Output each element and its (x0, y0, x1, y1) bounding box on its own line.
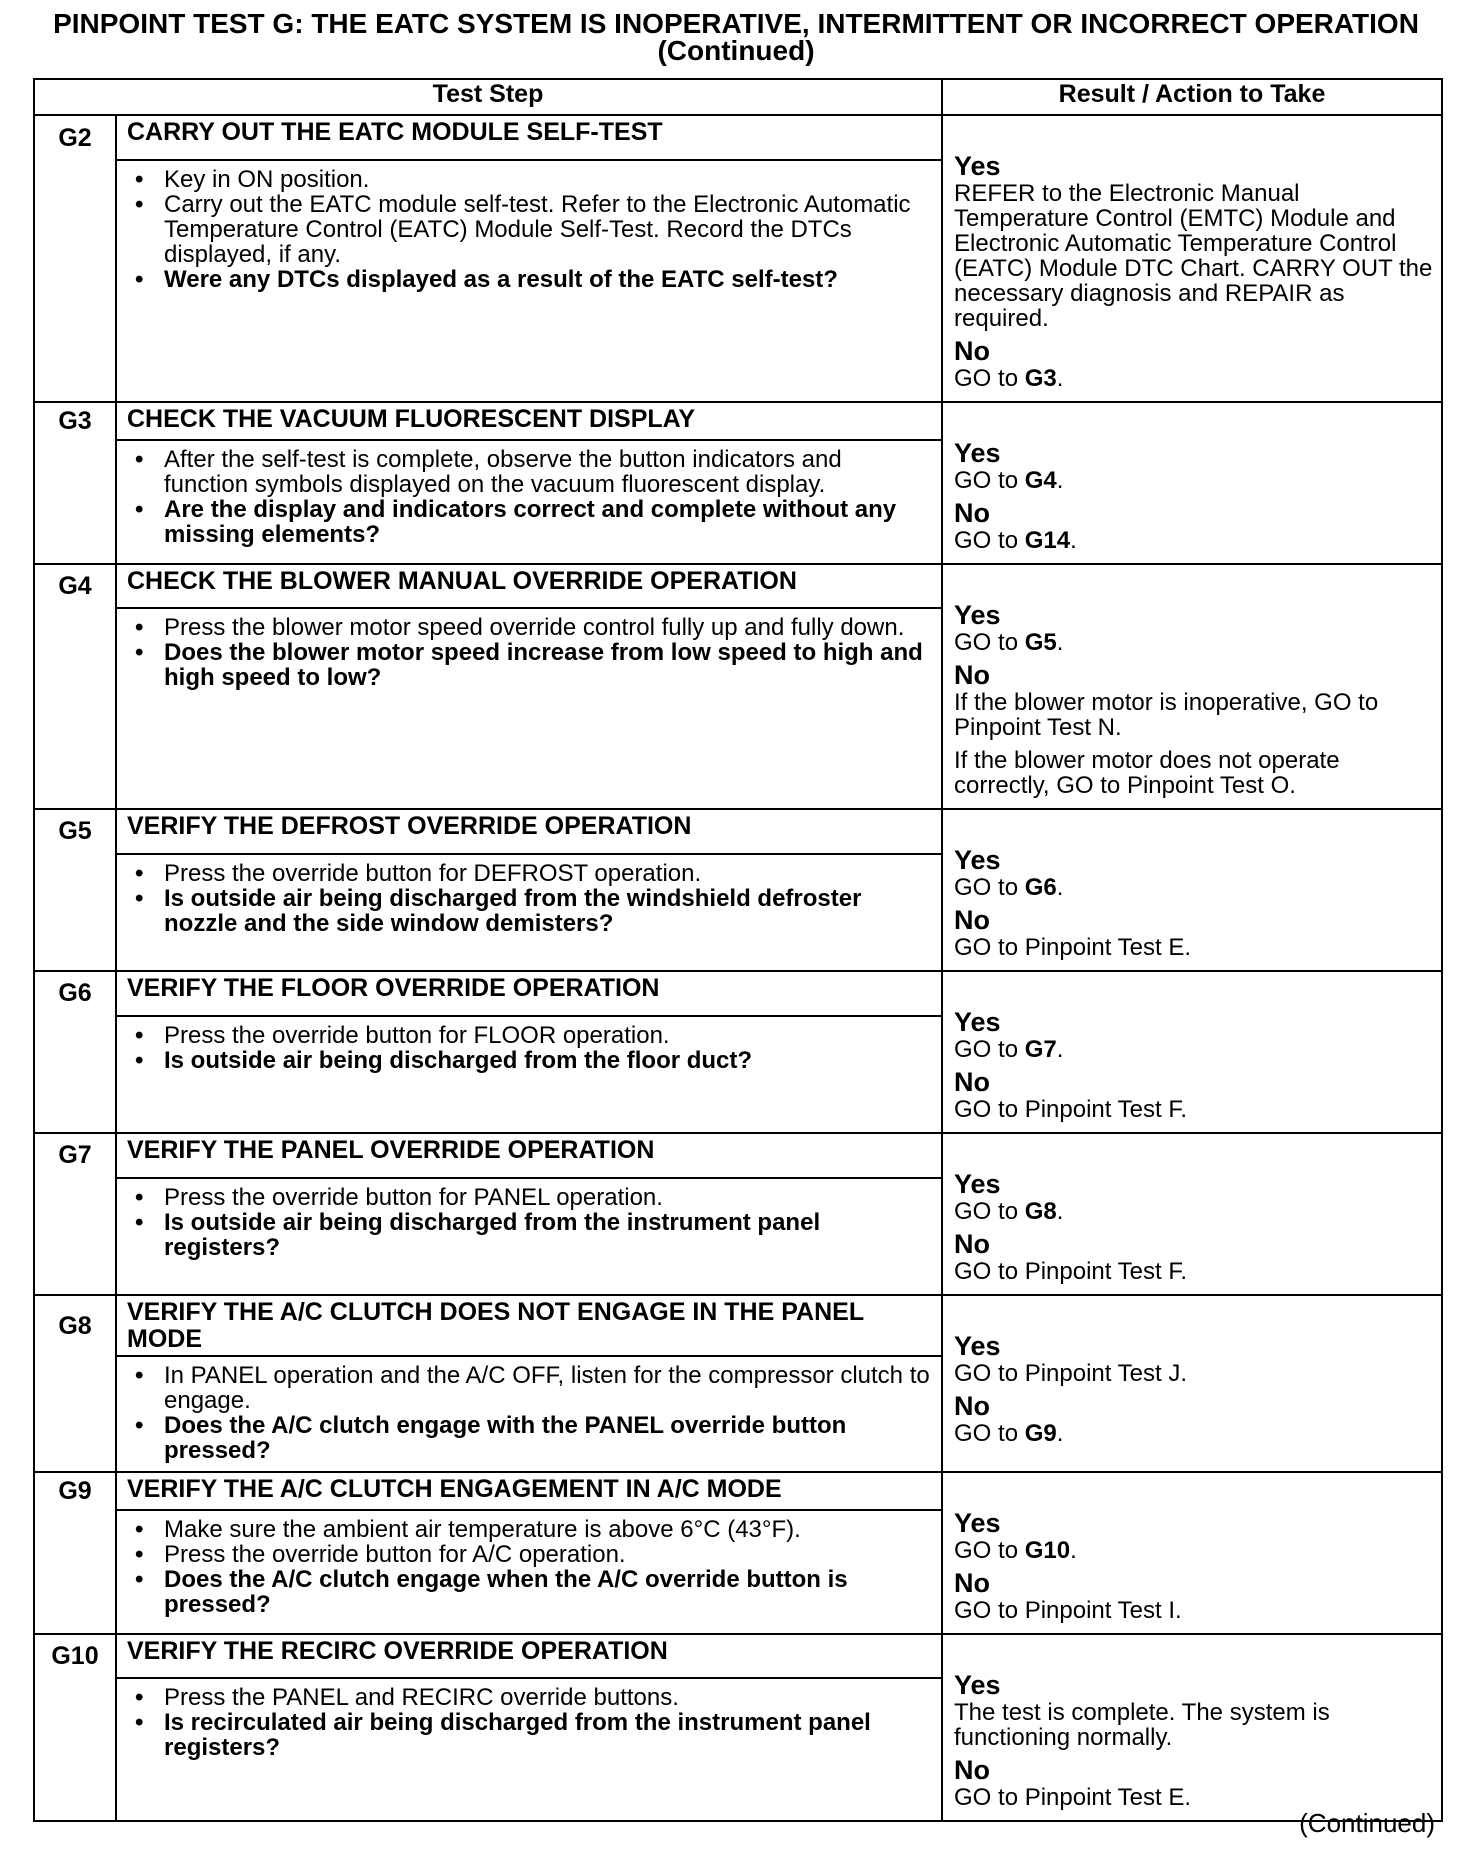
step-instructions (116, 1510, 942, 1634)
action-text-suffix: . (1056, 467, 1064, 494)
step-id: G3 (34, 402, 116, 440)
step-id-spacer (34, 1678, 116, 1821)
step-title: CARRY OUT THE EATC MODULE SELF-TEST (116, 115, 942, 160)
step-id-spacer (34, 160, 116, 402)
step-reference: G8 (1024, 1198, 1057, 1225)
result-cell (942, 971, 1442, 1133)
result-label: Yes (954, 1169, 1001, 1199)
step-id-spacer (34, 1178, 116, 1295)
result-action (954, 875, 1433, 900)
step-instructions (116, 1178, 942, 1295)
instruction-item: • Press the override button for A/C operation. (127, 1542, 931, 1567)
result-label: No (954, 1391, 991, 1421)
result-action (954, 1361, 1433, 1386)
result-action (954, 1538, 1433, 1563)
step-title: VERIFY THE RECIRC OVERRIDE OPERATION (116, 1634, 942, 1678)
step-reference: G5 (1024, 629, 1057, 656)
instruction-list (127, 615, 931, 690)
diagnostic-question: • Is recirculated air being discharged from the instrument panel registers? (127, 1710, 931, 1760)
action-text: REFER to the Electronic Manual Temperature Control (EMTC) Module and Electronic Automatic Temperature Control (EATC) Module DTC Chart. CARRY OUT the necessary diagnosis and REPAIR as required. (954, 180, 1433, 332)
action-text: GO to Pinpoint Test J. (954, 1360, 1188, 1387)
action-text: GO to Pinpoint Test F. (954, 1096, 1188, 1123)
step-title-row (34, 971, 1442, 1016)
instruction-item: • In PANEL operation and the A/C OFF, listen for the compressor clutch to engage. (127, 1363, 931, 1413)
result-label: Yes (954, 1670, 1001, 1700)
step-reference: G4 (1024, 467, 1057, 494)
instruction-item: • Press the override button for DEFROST operation. (127, 861, 931, 886)
instruction-item: • Press the PANEL and RECIRC override buttons. (127, 1685, 931, 1710)
result-label: No (954, 1067, 991, 1097)
result-action (954, 366, 1433, 391)
step-id-spacer (34, 608, 116, 809)
step-title: CHECK THE BLOWER MANUAL OVERRIDE OPERATION (116, 564, 942, 608)
result-outcome (954, 846, 1433, 900)
result-label: Yes (954, 151, 1001, 181)
step-title-row (34, 1472, 1442, 1510)
diagnostic-question: • Is outside air being discharged from the floor duct? (127, 1048, 931, 1073)
result-label: No (954, 660, 991, 690)
instruction-item: • After the self-test is complete, observe the button indicators and function symbols displayed on the vacuum fluorescent display. (127, 447, 931, 497)
action-text: GO to (954, 629, 1025, 656)
instruction-list (127, 167, 931, 292)
result-outcome (954, 1170, 1433, 1224)
result-label: Yes (954, 1007, 1001, 1037)
instruction-list (127, 1685, 931, 1760)
step-id-spacer (34, 1016, 116, 1133)
action-text: GO to (954, 527, 1025, 554)
pinpoint-test-table (33, 78, 1443, 1822)
step-instructions (116, 160, 942, 402)
result-action (954, 1421, 1433, 1446)
step-instructions (116, 1356, 942, 1472)
result-action (954, 468, 1433, 493)
result-outcome (954, 499, 1433, 553)
action-text: GO to (954, 1036, 1025, 1063)
instruction-item: • Carry out the EATC module self-test. Refer to the Electronic Automatic Temperature Control (EATC) Module Self-Test. Record the DTCs displayed, if any. (127, 192, 931, 267)
instruction-item: • Make sure the ambient air temperature is above 6°C (43°F). (127, 1517, 931, 1542)
table-body (34, 115, 1442, 1821)
result-action (954, 528, 1433, 553)
action-text-suffix: . (1056, 874, 1064, 901)
result-cell (942, 402, 1442, 564)
step-title: VERIFY THE DEFROST OVERRIDE OPERATION (116, 809, 942, 854)
action-text: GO to Pinpoint Test F. (954, 1258, 1188, 1285)
result-label: No (954, 1229, 991, 1259)
instruction-item: • Press the blower motor speed override control fully up and fully down. (127, 615, 931, 640)
step-instructions (116, 608, 942, 809)
step-id-spacer (34, 1356, 116, 1472)
action-text-suffix: . (1056, 1198, 1064, 1225)
action-text: GO to (954, 1420, 1025, 1447)
action-text: GO to (954, 467, 1025, 494)
step-instructions (116, 854, 942, 971)
result-label: Yes (954, 438, 1001, 468)
diagnostic-question: • Is outside air being discharged from the instrument panel registers? (127, 1210, 931, 1260)
result-label: No (954, 1755, 991, 1785)
action-text-suffix: . (1056, 1036, 1064, 1063)
step-reference: G3 (1024, 365, 1057, 392)
step-reference: G7 (1024, 1036, 1057, 1063)
action-text: GO to (954, 1198, 1025, 1225)
diagnostic-question: • Does the blower motor speed increase from low speed to high and high speed to low? (127, 640, 931, 690)
diagnostic-question: • Were any DTCs displayed as a result of the EATC self-test? (127, 267, 931, 292)
action-text: GO to (954, 874, 1025, 901)
step-id-spacer (34, 440, 116, 564)
step-id: G9 (34, 1472, 116, 1510)
action-text: GO to Pinpoint Test E. (954, 934, 1192, 961)
step-id: G4 (34, 564, 116, 608)
result-action (954, 1037, 1433, 1062)
action-text-suffix: . (1056, 1420, 1064, 1447)
step-title: VERIFY THE A/C CLUTCH DOES NOT ENGAGE IN THE PANEL MODE (116, 1295, 942, 1356)
instruction-item: • Key in ON position. (127, 167, 931, 192)
step-id: G7 (34, 1133, 116, 1178)
step-title-row (34, 1634, 1442, 1678)
result-cell (942, 1133, 1442, 1295)
result-outcome (954, 1509, 1433, 1563)
step-title-row (34, 564, 1442, 608)
result-cell (942, 1472, 1442, 1634)
result-label: No (954, 1568, 991, 1598)
instruction-item: • Press the override button for PANEL operation. (127, 1185, 931, 1210)
step-instructions (116, 1678, 942, 1821)
result-action (954, 181, 1433, 331)
result-action (954, 630, 1433, 655)
diagnostic-question: • Does the A/C clutch engage with the PANEL override button pressed? (127, 1413, 931, 1463)
step-id: G5 (34, 809, 116, 854)
action-text-suffix: . (1070, 1537, 1077, 1564)
result-label: No (954, 905, 991, 935)
result-action (954, 1785, 1433, 1810)
result-cell (942, 115, 1442, 402)
result-label: Yes (954, 1331, 1001, 1361)
step-id: G10 (34, 1634, 116, 1678)
result-action (954, 1259, 1433, 1284)
result-label: Yes (954, 600, 1001, 630)
diagnostic-question: • Is outside air being discharged from the windshield defroster nozzle and the side window demisters? (127, 886, 931, 936)
result-cell (942, 1634, 1442, 1821)
result-action (954, 1598, 1433, 1623)
action-text: GO to Pinpoint Test I. (954, 1597, 1182, 1624)
step-title-row (34, 115, 1442, 160)
instruction-item: • Press the override button for FLOOR operation. (127, 1023, 931, 1048)
result-action (954, 748, 1433, 798)
column-header-test-step: Test Step (34, 79, 942, 115)
instruction-list (127, 1023, 931, 1073)
step-title-row (34, 402, 1442, 440)
title-line-2: (Continued) (657, 35, 815, 66)
action-text: GO to Pinpoint Test E. (954, 1784, 1192, 1811)
step-reference: G10 (1024, 1537, 1071, 1564)
result-label: No (954, 498, 991, 528)
result-action (954, 690, 1433, 740)
action-text: GO to (954, 365, 1025, 392)
step-reference: G9 (1024, 1420, 1057, 1447)
step-reference: G14 (1024, 527, 1071, 554)
step-title-row (34, 1295, 1442, 1356)
result-outcome (954, 1008, 1433, 1062)
result-outcome (954, 661, 1433, 798)
step-title-row (34, 809, 1442, 854)
result-action (954, 1199, 1433, 1224)
diagnostic-question: • Does the A/C clutch engage when the A/C override button is pressed? (127, 1567, 931, 1617)
action-text-suffix: . (1070, 527, 1077, 554)
step-title: CHECK THE VACUUM FLUORESCENT DISPLAY (116, 402, 942, 440)
result-outcome (954, 1332, 1433, 1386)
result-label: No (954, 336, 991, 366)
result-outcome (954, 1392, 1433, 1446)
instruction-list (127, 1517, 931, 1617)
result-outcome (954, 1068, 1433, 1122)
action-text: GO to (954, 1537, 1025, 1564)
step-reference: G6 (1024, 874, 1057, 901)
result-label: Yes (954, 1508, 1001, 1538)
action-text: If the blower motor does not operate correctly, GO to Pinpoint Test O. (954, 747, 1340, 799)
action-text: The test is complete. The system is functioning normally. (954, 1699, 1330, 1751)
step-title-row (34, 1133, 1442, 1178)
result-label: Yes (954, 845, 1001, 875)
action-text-suffix: . (1056, 629, 1064, 656)
step-instructions (116, 440, 942, 564)
step-id: G2 (34, 115, 116, 160)
continued-footer: (Continued) (1299, 1808, 1435, 1838)
step-id: G8 (34, 1295, 116, 1356)
instruction-list (127, 1363, 931, 1463)
step-id-spacer (34, 854, 116, 971)
diagnostic-question: • Are the display and indicators correct and complete without any missing elements? (127, 497, 931, 547)
result-outcome (954, 337, 1433, 391)
step-id: G6 (34, 971, 116, 1016)
result-cell (942, 1295, 1442, 1472)
result-action (954, 1700, 1433, 1750)
result-outcome (954, 152, 1433, 331)
result-action (954, 935, 1433, 960)
result-outcome (954, 601, 1433, 655)
result-outcome (954, 906, 1433, 960)
instruction-list (127, 1185, 931, 1260)
instruction-list (127, 861, 931, 936)
result-outcome (954, 1230, 1433, 1284)
result-cell (942, 809, 1442, 971)
step-instructions (116, 1016, 942, 1133)
column-header-result: Result / Action to Take (942, 79, 1442, 115)
instruction-list (127, 447, 931, 547)
step-id-spacer (34, 1510, 116, 1634)
step-title: VERIFY THE FLOOR OVERRIDE OPERATION (116, 971, 942, 1016)
action-text-suffix: . (1056, 365, 1064, 392)
result-outcome (954, 1671, 1433, 1750)
result-action (954, 1097, 1433, 1122)
result-outcome (954, 439, 1433, 493)
title-line-1: PINPOINT TEST G: THE EATC SYSTEM IS INOPERATIVE, INTERMITTENT OR INCORRECT OPERATION (53, 8, 1419, 39)
action-text: If the blower motor is inoperative, GO to Pinpoint Test N. (954, 689, 1379, 741)
table-header-row (34, 79, 1442, 115)
step-title: VERIFY THE PANEL OVERRIDE OPERATION (116, 1133, 942, 1178)
result-outcome (954, 1569, 1433, 1623)
page-title (0, 10, 1472, 64)
result-cell (942, 564, 1442, 809)
result-outcome (954, 1756, 1433, 1810)
step-title: VERIFY THE A/C CLUTCH ENGAGEMENT IN A/C MODE (116, 1472, 942, 1510)
